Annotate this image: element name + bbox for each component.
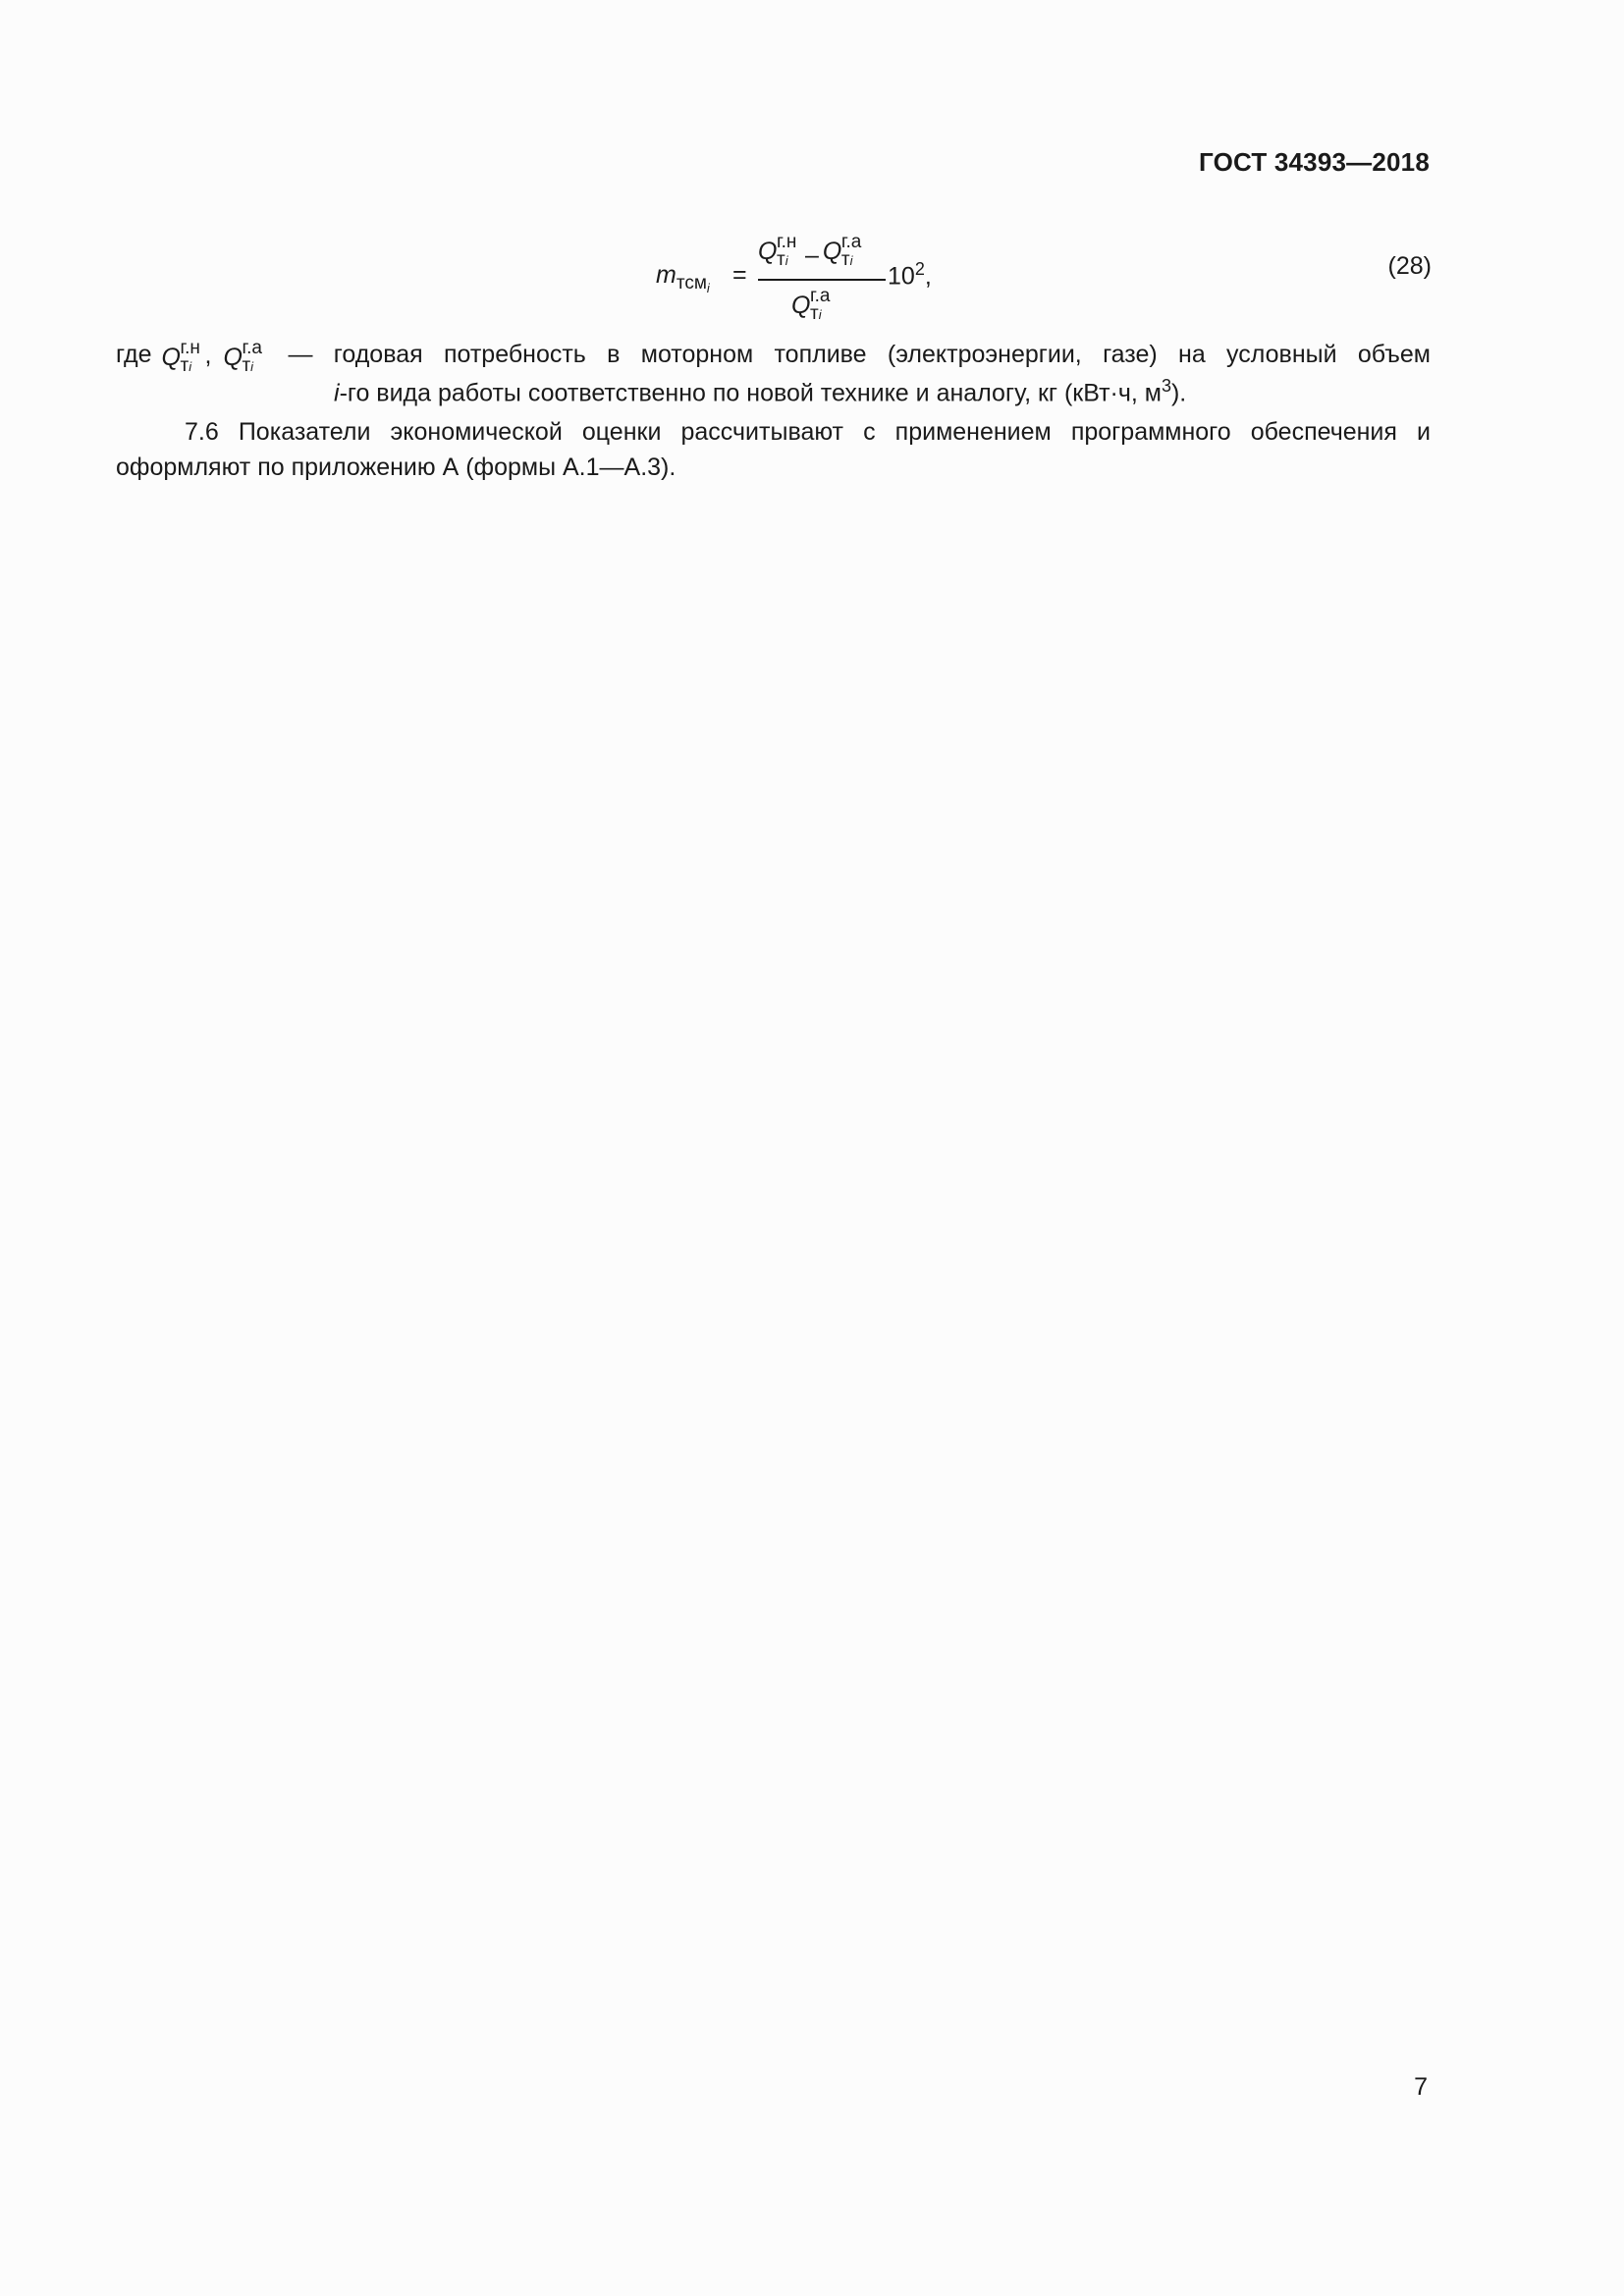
formula-equals: = xyxy=(732,261,747,289)
fraction-line xyxy=(758,279,886,281)
formula-lhs-variable: m xyxy=(656,261,677,289)
formula-denominator xyxy=(791,286,844,332)
formula-numerator xyxy=(758,232,886,278)
page-number: 7 xyxy=(1414,2073,1428,2101)
where-description-line2: i-го вида работы соответственно по новой технике и аналогу, кг (кВт·ч, $м^3$). xyxy=(334,376,1187,407)
formula-minus: – xyxy=(805,241,819,269)
equation-number: (28) xyxy=(1387,252,1432,280)
q-new-symbol: Q г.н тi xyxy=(758,232,797,270)
where-lead: где xyxy=(116,341,152,368)
section-7-6-paragraph: 7.6 Показатели экономической оценки рассчитывают с применением программного обеспечения и оформляют по приложению А (формы А.1—А.3). xyxy=(116,418,1431,481)
where-symbols: Q г.н тi , Q г.а тi xyxy=(162,338,277,377)
q-analog-symbol-where: Q г.а тi xyxy=(223,338,262,376)
formula-lhs-index: i xyxy=(706,281,710,295)
formula-multiplier: $10^2$, xyxy=(888,259,932,291)
q-analog-symbol: Q г.а тi xyxy=(822,232,862,270)
q-analog-symbol-denominator: Q г.а тi xyxy=(791,286,831,324)
formula-lhs xyxy=(656,261,710,295)
where-description-line1: — годовая потребность в моторном топливе (электроэнергии, газе) на условный объем xyxy=(288,341,1431,368)
q-new-symbol-where: Q г.н тi xyxy=(161,338,200,376)
page-header: ГОСТ 34393—2018 xyxy=(1199,147,1430,177)
formula-lhs-subscript: тсм xyxy=(676,273,707,294)
where-line xyxy=(116,338,1431,377)
